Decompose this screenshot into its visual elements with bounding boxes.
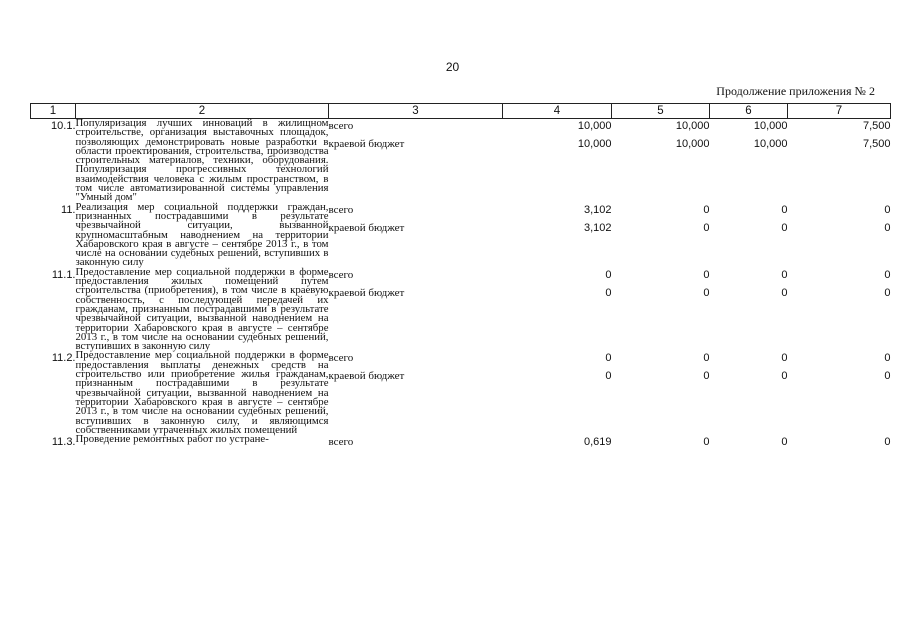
value-cell: 0 [781,268,788,281]
value-cell: 0 [605,268,612,281]
value-cell: 10,000 [675,120,710,132]
value-cell: 0 [703,268,710,281]
value-col7 [788,268,891,352]
measure-description: Предоставление мер социальной поддержки в форме предоставления выплаты денежных средств на строительство или приобретение жилья гражданам, признанным пострадавшими в результате чрезвычайной ситуации, вызванной наводнением на территории Хабаровского края в августе – сентябре 2013 г., в том числе на основании судебных решений, вступивших в законную силу, и являющимся собственниками утраченных жилых помещений [75,349,329,436]
table-row [31,351,891,435]
value-col6 [710,119,788,203]
source-label: краевой бюджет [328,138,405,150]
value-cell: 0 [884,268,891,281]
value-cell: 0 [884,352,891,365]
funding-sources [329,203,503,268]
value-cell: 0 [703,221,710,234]
measure-description: Проведение ремонтных работ по устране- [75,433,269,446]
value-cell: 10,000 [577,138,612,150]
column-header: 5 [612,104,710,119]
measure-description: Предоставление мер социальной поддержки в форме предоставления жилых помещений путем строительства (приобретения), в том числе в краевую собственность, с последующей передачей их гражданам, признанным пострадавшими в результате чрезвычайной ситуации, вызванной наводнением на территории Хабаровского края в августе – сентябре 2013 г., в том числе на основании судебных решений, вступивших в законную силу [75,265,329,353]
row-number: 11. [61,203,76,216]
value-col7 [788,119,891,203]
column-header: 2 [76,104,329,119]
value-col6 [710,268,788,352]
value-cell: 0 [703,203,710,216]
value-cell: 0 [884,221,891,234]
value-cell: 0 [605,286,612,299]
value-cell: 3,102 [583,203,612,216]
value-col7 [788,203,891,268]
value-cell: 7,500 [862,120,891,132]
funding-sources [329,119,503,203]
value-col4 [503,119,612,203]
value-cell: 3,102 [583,221,612,234]
value-cell: 0 [703,286,710,299]
value-cell: 0 [781,203,788,216]
value-col7 [788,351,891,435]
value-cell: 0 [781,221,788,234]
source-label: всего [328,203,354,216]
measure-description: Реализация мер социальной поддержки граждан, признанных пострадавшими в результате чрезвычайной ситуации, вызванной крупномасштабным наводнением на территории Хабаровского края в августе – сентябре 2013 г., в том числе на основании судебных решений, вступивших в законную силу [75,200,329,269]
value-col5 [612,203,710,268]
column-header: 4 [503,104,612,119]
value-cell: 0,619 [583,436,612,449]
value-cell: 0 [781,370,788,383]
value-col6 [710,435,788,449]
funding-sources [329,268,503,352]
value-col7 [788,435,891,449]
source-label: всего [328,120,354,132]
column-header: 1 [31,104,76,119]
source-label: краевой бюджет [328,370,405,383]
value-cell: 0 [703,370,710,383]
funding-sources [329,435,503,449]
value-col4 [503,435,612,449]
value-cell: 0 [884,436,891,449]
table-row [31,203,891,268]
source-label: краевой бюджет [328,221,405,234]
value-cell: 0 [605,370,612,383]
value-col6 [710,203,788,268]
table-row [31,268,891,352]
funding-sources [329,351,503,435]
value-cell: 0 [884,203,891,216]
value-col5 [612,119,710,203]
value-cell: 10,000 [753,138,788,150]
column-header: 3 [329,104,503,119]
source-label: краевой бюджет [328,286,405,299]
value-cell: 0 [781,352,788,365]
value-col4 [503,203,612,268]
budget-table [30,103,891,449]
row-number: 10.1. [51,120,76,132]
source-label: всего [328,436,354,449]
value-cell: 0 [781,286,788,299]
value-col4 [503,351,612,435]
row-number: 11.1. [51,268,76,281]
value-cell: 0 [781,436,788,449]
column-header: 7 [788,104,891,119]
page-number: 20 [445,60,460,74]
value-cell: 0 [703,352,710,365]
value-cell: 10,000 [675,138,710,150]
value-col5 [612,268,710,352]
value-col5 [612,351,710,435]
column-header: 6 [710,104,788,119]
value-cell: 0 [605,352,612,365]
appendix-continuation-note: Продолжение приложения № 2 [716,84,875,98]
value-col6 [710,351,788,435]
value-cell: 10,000 [753,120,788,132]
row-number: 11.3. [51,436,76,449]
row-number: 11.2. [51,352,76,365]
table-row [31,435,891,449]
source-label: всего [328,268,354,281]
measure-description: Популяризация лучших инноваций в жилищном строительстве, организация выставочных площадок, позволяющих демонстрировать новые разработки в области проектирования, строительства, производства строительных материалов, техники, оборудования. Популяризация прогрессивных технологий взаимодействия человека с жилым пространством, в том числе автоматизированной системы управления "Умный дом" [75,117,329,204]
value-cell: 0 [703,436,710,449]
value-cell: 0 [884,370,891,383]
table-row [31,119,891,203]
value-cell: 10,000 [577,120,612,132]
value-cell: 7,500 [862,138,891,150]
source-label: всего [328,352,354,365]
value-col4 [503,268,612,352]
value-col5 [612,435,710,449]
value-cell: 0 [884,286,891,299]
